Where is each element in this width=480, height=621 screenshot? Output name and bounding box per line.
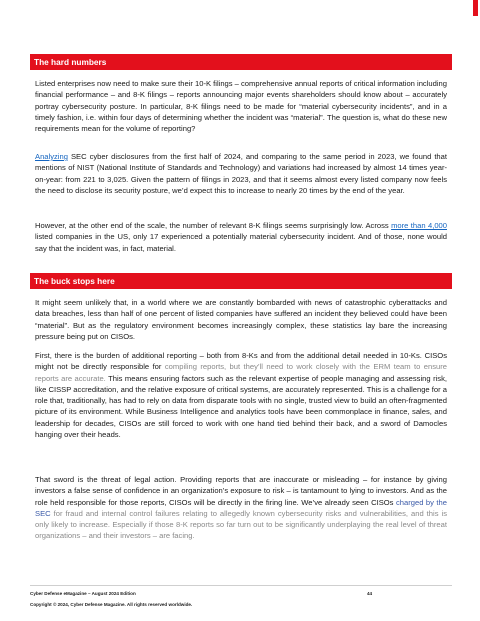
footer-divider	[30, 585, 452, 586]
analyzing-link[interactable]: Analyzing	[35, 152, 68, 161]
page-number: 44	[367, 591, 373, 596]
paragraph-text-grey: compiling reports, but they’ll need to work closely with the ERM team to ensure reports are accurate.	[35, 362, 448, 383]
paragraph-text-grey: for fraud and internal control failures relating to allegedly known cybersecurity risks and vulnerabilities, and this is only likely to increase. Especially if those 8-K reports so far turn out to be significantly underplaying the real level of threat organizations – and their investors – are facing.	[35, 508, 447, 541]
footer-magazine: Cyber Defense eMagazine – August 2024 Edition	[30, 591, 136, 596]
paragraph-text: This means ensuring factors such as the relevant expertise of people managing and assessing risk, like CISSP accreditation, and the relative exposure of critical systems, are accurately represented. This is a challenge for a role that, traditionally, has had to rely on data from disparate tools with no single, trusted view to build an often-fragmented picture of its environment. While Business Intelligence and analytics tools have been commonplace in finance, sales, and leadership for decades, CISOs are still forced to work with one hand tied behind their back, and a sword of Damocles hanging over their heads.	[35, 373, 447, 440]
section-heading-buck-stops: The buck stops here	[30, 273, 452, 289]
paragraph-text: First, there is the burden of additional reporting – both from 8-Ks and from the additional detail needed in 10-Ks. CISOs might not be directly responsible for	[35, 351, 447, 372]
paragraph-text: However, at the other end of the scale, the number of relevant 8-K filings seems surprisingly low. Across	[35, 221, 392, 230]
accent-bar	[473, 0, 478, 16]
paragraph	[35, 474, 447, 542]
paragraph-text: SEC cyber disclosures from the first half of 2024, and comparing to the same period in 2023, we found that mentions of NIST (National Institute of Standards and Technology) and variations had increased by almost 14 times year-on-year: from 221 to 3,025. Given the pattern of filings in 2023, and that it seems almost every listed company now feels the need to disclose its security posture, we’d expect this to increase to nearly 20 times by the end of the year.	[35, 152, 447, 195]
companies-count-link[interactable]: more than 4,000	[391, 221, 447, 230]
paragraph	[35, 350, 447, 440]
paragraph-text: listed companies in the US, only 17 experienced a potentially material cybersecurity incident. And of those, none would say that the incident was, in fact, material.	[35, 232, 447, 253]
paragraph	[35, 151, 447, 196]
sec-charges-link[interactable]: charged by the SEC	[35, 497, 447, 518]
paragraph	[35, 297, 447, 342]
section-heading-hard-numbers: The hard numbers	[30, 54, 452, 70]
paragraph-text: It might seem unlikely that, in a world where we are constantly bombarded with news of catastrophic cyberattacks and data breaches, less than half of one percent of listed companies have suffered an incident they believed could have been “material”. But as the regulatory environment becomes increasingly complex, these statistics lay bare the increasing pressure being put on CISOs.	[35, 298, 447, 341]
paragraph-text: That sword is the threat of legal action. Providing reports that are inaccurate or misleading – for instance by giving investors a false sense of confidence in an organization’s exposure to risk – is tantamount to lying to investors. And as the role held responsible for those reports, CISOs will be directly in the firing line. We’ve already seen CISOs	[35, 475, 447, 507]
footer-copyright: Copyright © 2024, Cyber Defense Magazine. All rights reserved worldwide.	[30, 602, 193, 607]
paragraph	[35, 220, 447, 254]
paragraph	[35, 78, 447, 134]
paragraph-text: Listed enterprises now need to make sure their 10-K filings – comprehensive annual reports of critical information including financial performance – and 8-K filings – reports announcing major events shareholders should know about – accurately portray cybersecurity posture. In particular, 8-K filings need to be made for “material cybersecurity incidents”, and in a timely fashion, i.e. within four days of determining whether the incident was “material”. The question is, what do these new requirements mean for the volume of reporting?	[35, 79, 447, 134]
